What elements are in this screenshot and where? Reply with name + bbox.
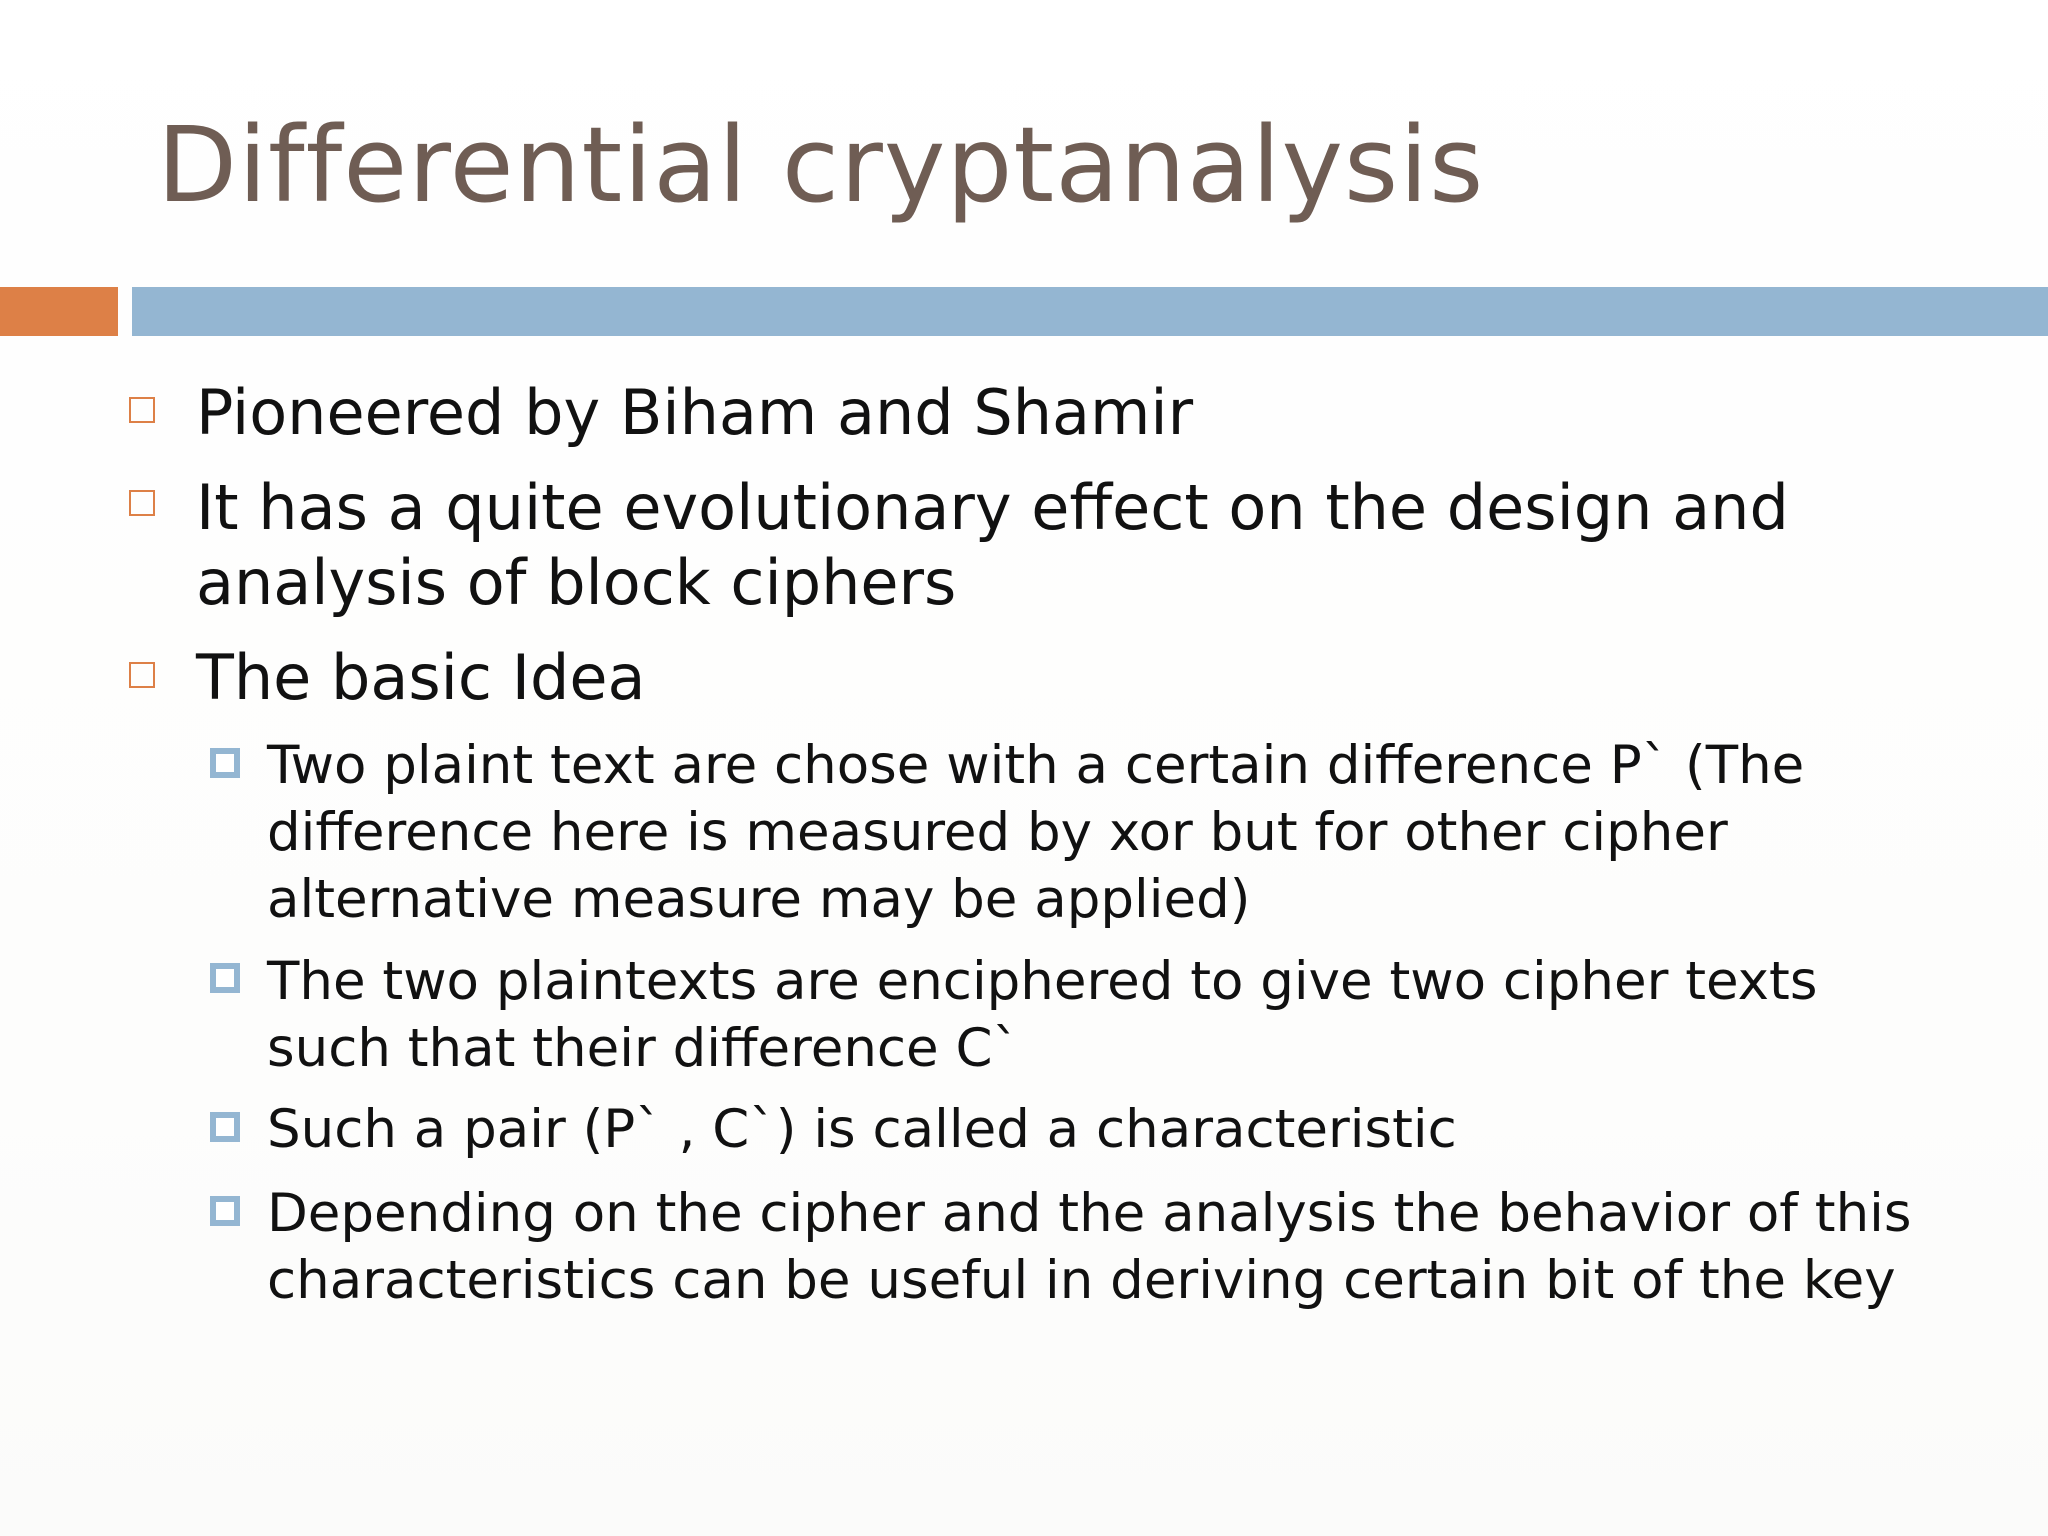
bullet-item-line: It has a quite evolutionary effect on the design and xyxy=(196,471,1789,544)
sub-bullet-item-line: Two plaint text are chose with a certain difference P` (The xyxy=(267,735,1805,796)
sub-bullet-item-line: characteristics can be useful in deriving certain bit of the key xyxy=(267,1250,1896,1311)
bullet-item: Pioneered by Biham and Shamir xyxy=(196,376,1194,449)
filled-square-bullet-icon xyxy=(210,1196,240,1226)
sub-bullet-item-line: The two plaintexts are enciphered to give two cipher texts xyxy=(267,951,1818,1012)
filled-square-bullet-icon xyxy=(210,748,240,778)
slide-title: Differential cryptanalysis xyxy=(157,104,1485,226)
sub-bullet-item-line: alternative measure may be applied) xyxy=(267,869,1251,930)
filled-square-bullet-icon xyxy=(210,1112,240,1142)
hollow-square-icon xyxy=(129,490,155,516)
hollow-square-icon xyxy=(129,662,155,688)
sub-bullet-item-line: Depending on the cipher and the analysis the behavior of this xyxy=(267,1183,1912,1244)
filled-square-bullet-icon xyxy=(210,963,240,993)
hollow-square-icon xyxy=(129,397,155,423)
sub-bullet-item-line: difference here is measured by xor but for other cipher xyxy=(267,802,1728,863)
sub-bullet-item: Such a pair (P` , C`) is called a characteristic xyxy=(267,1099,1457,1160)
sub-bullet-item-line: such that their difference C` xyxy=(267,1018,1020,1079)
bullet-item-line: analysis of block ciphers xyxy=(196,546,957,619)
bullet-item: The basic Idea xyxy=(196,641,646,714)
orange-accent-bar xyxy=(0,287,118,336)
blue-divider-bar xyxy=(132,287,2048,336)
